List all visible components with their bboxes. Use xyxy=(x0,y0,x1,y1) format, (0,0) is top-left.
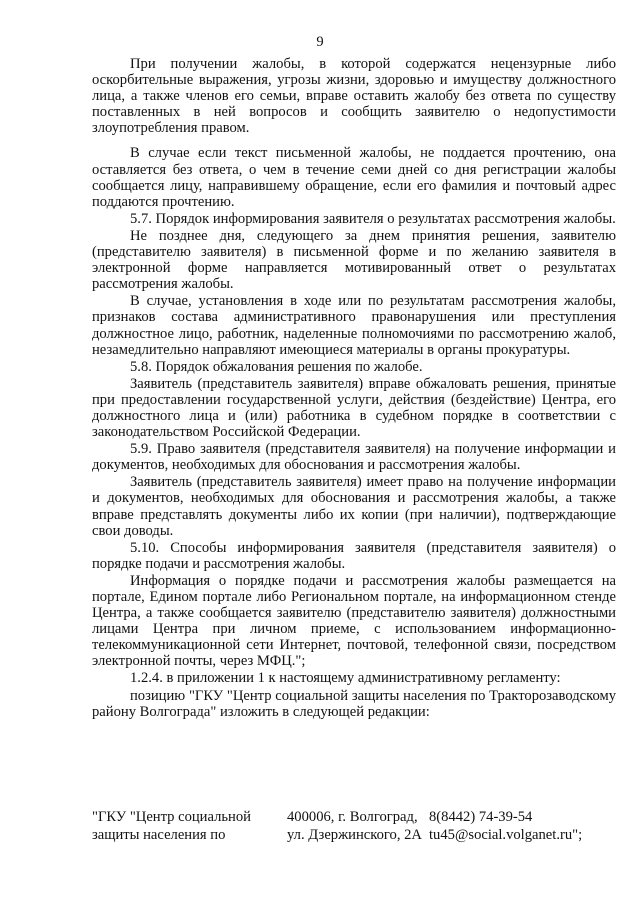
section-5-8-heading: 5.8. Порядок обжалования решения по жалобе. xyxy=(130,358,423,375)
section-5-7-heading: 5.7. Порядок информирования заявителя о результатах рассмотрения жалобы. xyxy=(130,210,616,227)
table-cell-line: "ГКУ "Центр социальной xyxy=(92,809,251,825)
paragraph-response-deadline: Не позднее дня, следующего за днем принятия решения, заявителю (представителю заявителя) в письменной форме и по желанию заявителя в электронной форме направляется мотивированный ответ о результатах рассмотрения жалобы. xyxy=(92,227,616,293)
page-number: 9 xyxy=(316,34,324,50)
table-cell-organization xyxy=(92,808,272,844)
table-cell-line: защиты населения по xyxy=(92,827,226,843)
paragraph-information-placement: Информация о порядке подачи и рассмотрения жалобы размещается на портале, Едином портале либо Региональном портале, на информационном стенде Центра, а также сообщается заявителю (представителю заявителя) должностными лицами Центра при личном приеме, с использованием информационно-телекоммуникационной сети Интернет, почтовой, телефонной связи, посредством электронной почты, через МФЦ."; xyxy=(92,572,616,670)
paragraph-right-to-information: Заявитель (представитель заявителя) имеет право на получение информации и документов, необходимых для обоснования и рассмотрения жалобы, а также вправе представлять документы либо их копии (при наличии), подтверждающие свои доводы. xyxy=(92,474,616,539)
document-body xyxy=(92,56,616,720)
table-cell-contacts xyxy=(429,808,619,844)
table-cell-address xyxy=(287,808,437,844)
paragraph-obscene-complaint: При получении жалобы, в которой содержатся нецензурные либо оскорбительные выражения, угрозы жизни, здоровью и имуществу должностного лица, а также членов его семьи, вправе оставить жалобу без ответа по существу поставленных в ней вопросов и сообщить заявителю о недопустимости злоупотребления правом. xyxy=(92,56,616,137)
amendment-position-text: позицию "ГКУ "Центр социальной защиты населения по Тракторозаводскому району Волгограда" изложить в следующей редакции: xyxy=(92,687,616,720)
table-cell-phone: 8(8442) 74-39-54 xyxy=(429,809,533,825)
paragraph-violation-found: В случае, установления в ходе или по результатам рассмотрения жалобы, признаков состава административного правонарушения или преступления должностное лицо, работник, наделенные полномочиями по рассмотрению жалоб, незамедлительно направляют имеющиеся материалы в органы прокуратуры. xyxy=(92,293,616,358)
amendment-1-2-4: 1.2.4. в приложении 1 к настоящему административному регламенту: xyxy=(130,670,561,687)
section-5-10-heading: 5.10. Способы информирования заявителя (представителя заявителя) о порядке подачи и рассмотрения жалобы. xyxy=(92,539,616,572)
paragraph-unreadable-complaint: В случае если текст письменной жалобы, не поддается прочтению, она оставляется без ответа, о чем в течение семи дней со дня регистрации жалобы сообщается лицу, направившему обращение, если его фамилия и почтовый адрес поддаются прочтению. xyxy=(92,145,616,210)
table-cell-line: ул. Дзержинского, 2А xyxy=(287,827,422,843)
section-5-9-heading: 5.9. Право заявителя (представителя заявителя) на получение информации и документов, необходимых для обоснования и рассмотрения жалобы. xyxy=(92,441,616,474)
paragraph-appeal-in-court: Заявитель (представитель заявителя) вправе обжаловать решения, принятые при предоставлении государственной услуги, действия (бездействие) Центра, его должностного лица и (или) работника в судебном порядке в соответствии с законодательством Российской Федерации. xyxy=(92,375,616,441)
table-cell-email: tu45@social.volganet.ru"; xyxy=(429,827,583,843)
table-cell-line: 400006, г. Волгоград, xyxy=(287,809,418,825)
